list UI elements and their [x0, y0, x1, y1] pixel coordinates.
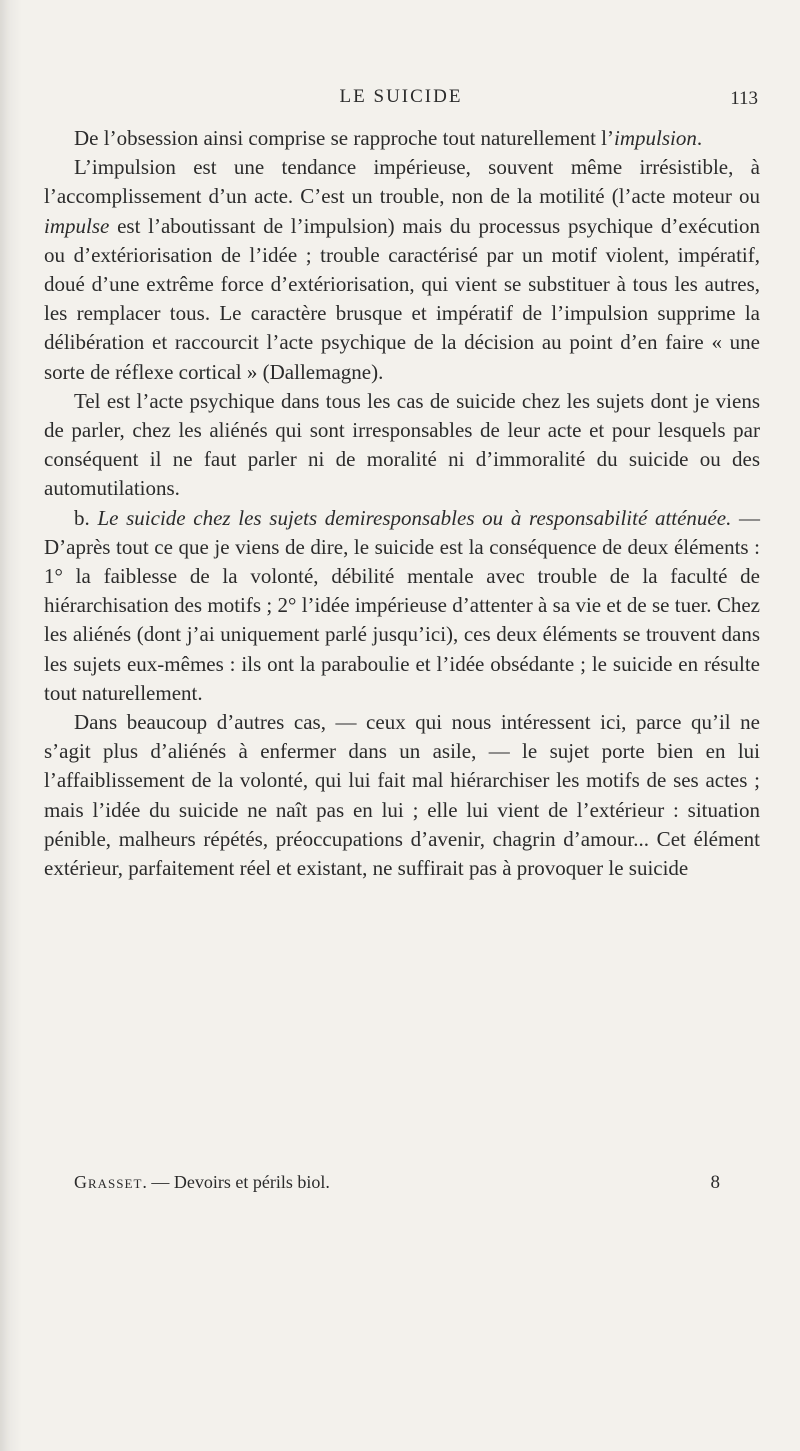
running-title: LE SUICIDE — [339, 86, 463, 107]
page-number: 113 — [730, 88, 758, 109]
body-text — [44, 124, 760, 883]
paragraph-5: Dans beaucoup d’autres cas, — ceux qui nous intéressent ici, parce qu’il ne s’agit plus d’aliénés à enfermer dans un asile, — le sujet porte bien en lui l’affaiblissement de la volonté, qui lui fait mal hiérarchiser les motifs de ses actes ; mais l’idée du suicide ne naît pas en lui ; elle lui vient de l’extérieur : situation pénible, malheurs répétés, préoccupations d’avenir, chagrin d’amour... Cet élément extérieur, parfaitement réel et existant, ne suffirait pas à provoquer le suicide — [44, 710, 760, 881]
emphasis-impulsion: impulsion — [614, 126, 697, 150]
footer-title: . — Devoirs et périls biol. — [142, 1172, 330, 1192]
page-header — [44, 86, 758, 114]
footer-author: Grasset — [74, 1172, 143, 1192]
section-heading-b: Le suicide chez les sujets demiresponsables ou à responsabilité atténuée. — [97, 505, 732, 530]
signature-mark: 8 — [710, 1172, 720, 1193]
page-footer — [74, 1172, 760, 1198]
paragraph-2: L’impulsion est une tendance impérieuse, souvent même irrésistible, à l’accomplissement d’un acte. C’est un trouble, non de la motilité (l’acte moteur ou impulse est l’aboutissant de l’impulsion) mais du processus psychique d’exécution ou d’extériorisation de l’idée ; trouble caractérisé par un motif violent, impératif, doué d’une extrême force d’extériorisation, qui vient se substituer à tous les autres, les remplacer tous. Le caractère brusque et impératif de l’impulsion supprime la délibération et raccourcit l’acte psychique de la décision au point d’en faire « une sorte de réflexe cortical » (Dallemagne). — [44, 155, 760, 384]
paragraph-1: De l’obsession ainsi comprise se rapproche tout naturellement l’impulsion. — [74, 126, 703, 150]
paragraph-4: b. Le suicide chez les sujets demiresponsables ou à responsabilité atténuée. — D’après tout ce que je viens de dire, le suicide est la conséquence de deux éléments : 1° la faiblesse de la volonté, débilité mentale avec trouble de la faculté de hiérarchisation des motifs ; 2° l’idée impérieuse d’attenter à sa vie et de se tuer. Chez les aliénés (dont j’ai uniquement parlé jusqu’ici), ces deux éléments se trouvent dans les sujets eux-mêmes : ils ont la paraboulie et l’idée obsédante ; le suicide en résulte tout naturellement. — [44, 505, 761, 705]
paragraph-3: Tel est l’acte psychique dans tous les cas de suicide chez les sujets dont je viens de parler, chez les aliénés qui sont irresponsables de leur acte et pour lesquels par conséquent il ne faut parler ni de moralité ni d’immoralité du suicide ou des automutilations. — [44, 388, 760, 501]
emphasis-impulse: impulse — [44, 213, 110, 238]
